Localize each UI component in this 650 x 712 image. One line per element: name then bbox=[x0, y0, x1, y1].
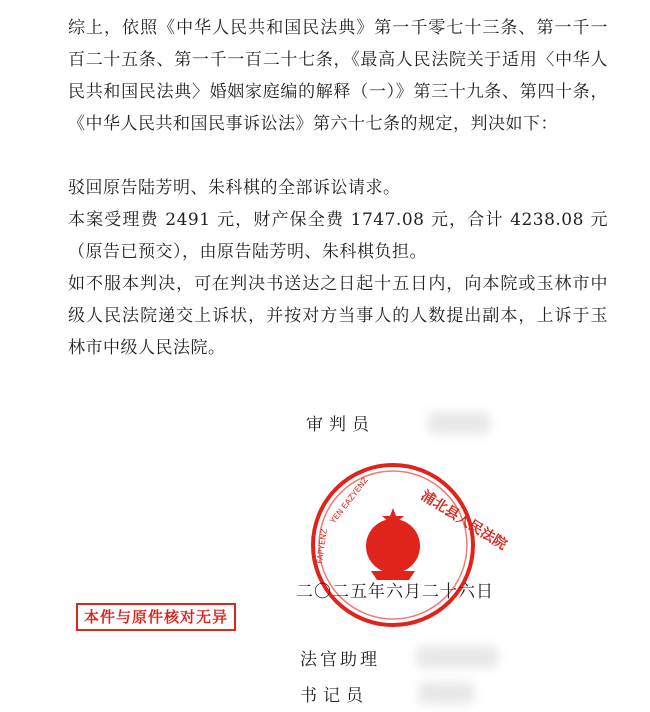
judgment-paragraph-ruling: 驳回原告陆芳明、朱科棋的全部诉讼请求。 bbox=[68, 178, 401, 198]
assistant-name-redacted bbox=[416, 646, 498, 668]
certified-copy-stamp: 本件与原件核对无异 bbox=[76, 603, 236, 631]
clerk-name-redacted bbox=[418, 682, 474, 704]
assistant-judge-label: 法官助理 bbox=[300, 650, 380, 670]
national-emblem-icon bbox=[366, 519, 420, 573]
judgment-date: 二〇二五年六月二十六日 bbox=[296, 582, 494, 602]
judge-label: 审判员 bbox=[306, 415, 375, 435]
judgment-paragraph-legal-basis: 综上，依照《中华人民共和国民法典》第一千零七十三条、第一千一百二十五条、第一千一百二十七条，《最高人民法院关于适用〈中华人民共和国民法典〉婚姻家庭编的解释（一）》第三十九条、第四十条，《中华人民共和国民事诉讼法》第六十七条的规定，判决如下： bbox=[68, 18, 608, 134]
svg-text:浦北县人民法院: 浦北县人民法院 bbox=[417, 487, 510, 554]
svg-text:FAPYENZ: FAPYENZ bbox=[315, 527, 329, 565]
judgment-paragraph-fees: 本案受理费 2491 元，财产保全费 1747.08 元，合计 4238.08 元（原告已预交），由原告陆芳明、朱科棋负担。 bbox=[68, 210, 608, 262]
court-seal bbox=[308, 460, 510, 630]
judgment-paragraph-appeal: 如不服本判决，可在判决书送达之日起十五日内，向本院或玉林市中级人民法院递交上诉状，并按对方当事人的人数提出副本，上诉于玉林市中级人民法院。 bbox=[68, 274, 608, 358]
svg-text:YEN EAZYENZ: YEN EAZYENZ bbox=[328, 475, 370, 526]
judge-name-redacted bbox=[428, 412, 490, 434]
clerk-label: 书记员 bbox=[300, 686, 369, 706]
